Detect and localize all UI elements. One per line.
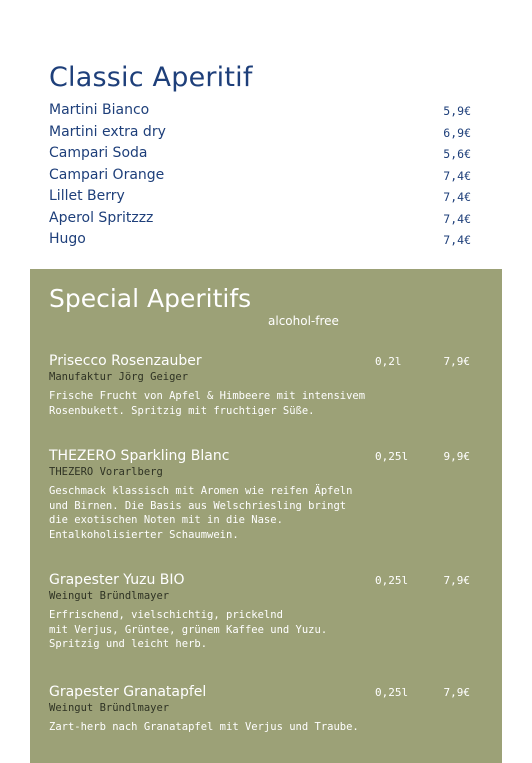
- menu-item: [49, 210, 471, 232]
- special-item-producer: Manufaktur Jörg Geiger: [49, 371, 189, 383]
- menu-item-price: 6,9€: [443, 125, 471, 140]
- description-line: Erfrischend, vielschichtig, prickelnd: [49, 609, 283, 621]
- description-line: Frische Frucht von Apfel & Himbeere mit intensivem: [49, 390, 366, 402]
- description-line: Spritzig und leicht herb.: [49, 638, 208, 650]
- special-item-name: Prisecco Rosenzauber: [49, 353, 202, 369]
- menu-item: [49, 231, 471, 253]
- special-item-producer: Weingut Bründlmayer: [49, 590, 170, 602]
- menu-item: [49, 167, 471, 189]
- special-item-description: [49, 608, 470, 652]
- special-item-price: 7,9€: [443, 686, 470, 699]
- special-subtitle: alcohol-free: [268, 314, 339, 328]
- menu-item-price: 5,9€: [443, 104, 471, 118]
- special-item-price: 7,9€: [443, 574, 470, 587]
- menu-item-price: 7,4€: [443, 233, 471, 247]
- menu-item-name: Aperol Spritzzz: [49, 209, 154, 226]
- special-item-volume: 0,2l: [375, 355, 402, 368]
- special-item-description: [49, 720, 470, 735]
- special-item-price: 9,9€: [443, 450, 470, 463]
- menu-item-name: Martini Bianco: [49, 102, 150, 118]
- menu-item: [49, 188, 471, 210]
- special-item-producer: Weingut Bründlmayer: [49, 702, 170, 714]
- menu-item-price: 7,4€: [443, 190, 471, 204]
- description-line: die exotischen Noten mit in die Nase.: [49, 514, 283, 526]
- menu-item-name: Lillet Berry: [49, 188, 125, 204]
- menu-item-name: Campari Soda: [49, 145, 148, 161]
- menu-item-name: Campari Orange: [49, 166, 165, 183]
- special-item-price: 7,9€: [443, 355, 470, 368]
- special-item-description: [49, 484, 470, 542]
- menu-item-price: 5,6€: [443, 147, 471, 161]
- classic-menu-list: [49, 102, 471, 253]
- menu-item-name: Hugo: [49, 231, 86, 247]
- description-line: Zart-herb nach Granatapfel mit Verjus und Traube.: [49, 721, 359, 733]
- special-item-description: [49, 389, 470, 418]
- special-aperitifs-panel: [30, 269, 502, 763]
- menu-item: [49, 102, 471, 124]
- menu-item-price: 7,4€: [443, 211, 471, 226]
- menu-item-name: Martini extra dry: [49, 123, 166, 140]
- menu-item-price: 7,4€: [443, 168, 471, 183]
- description-line: Entalkoholisierter Schaumwein.: [49, 528, 239, 541]
- special-item-volume: 0,25l: [375, 686, 409, 699]
- description-line: mit Verjus, Grüntee, grünem Kaffee und Yuzu.: [49, 623, 328, 636]
- special-item-name: THEZERO Sparkling Blanc: [49, 448, 230, 464]
- special-item-producer: THEZERO Vorarlberg: [49, 466, 163, 478]
- special-item-name: Grapester Granatapfel: [49, 684, 207, 700]
- description-line: Geschmack klassisch mit Aromen wie reifen Äpfeln: [49, 485, 353, 497]
- special-item-volume: 0,25l: [375, 450, 409, 463]
- classic-title: Classic Aperitif: [49, 62, 253, 94]
- description-line: und Birnen. Die Basis aus Welschriesling bringt: [49, 499, 347, 512]
- special-title: Special Aperitifs: [49, 284, 252, 313]
- special-item-volume: 0,25l: [375, 574, 409, 587]
- special-item-name: Grapester Yuzu BIO: [49, 572, 185, 588]
- description-line: Rosenbukett. Spritzig mit fruchtiger Süße.: [49, 404, 315, 417]
- menu-item: [49, 145, 471, 167]
- menu-item: [49, 124, 471, 146]
